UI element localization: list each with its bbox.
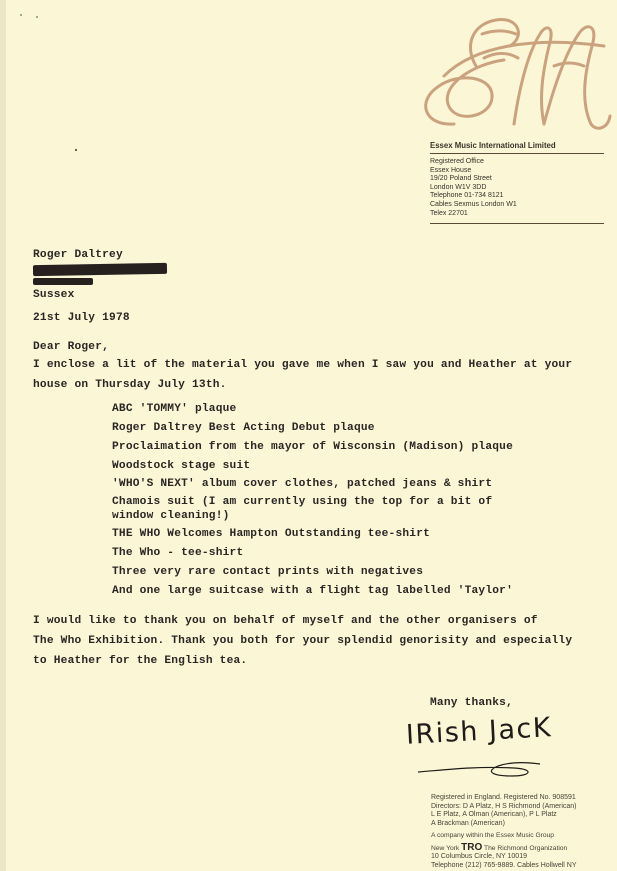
salutation: Dear Roger,: [33, 341, 110, 353]
redacted-address-line-2: [33, 278, 93, 285]
closing-line-2: The Who Exhibition. Thank you both for your splendid genorisity and especially: [33, 635, 573, 647]
list-item: Proclaimation from the mayor of Wisconsin (Madison) plaque: [112, 441, 513, 453]
registration-info: [431, 794, 617, 828]
monogram-text: EM: [414, 6, 416, 7]
address-line: Cables Sexmus London W1: [430, 200, 517, 208]
address-line: 19/20 Poland Street: [430, 175, 492, 183]
tro-logo: TRO: [461, 842, 483, 854]
address-line: Registered Office: [430, 158, 484, 165]
signoff: Many thanks,: [430, 697, 513, 709]
ny-address: [431, 853, 617, 870]
em-monogram-logo: [414, 6, 614, 142]
list-item: Chamois suit (I am currently using the top for a bit of: [112, 496, 493, 508]
letterhead-rule: [430, 153, 604, 154]
letterhead-rule-bottom: [430, 223, 604, 224]
redacted-address-line-1: [33, 263, 167, 276]
list-item: Three very rare contact prints with negatives: [112, 566, 424, 578]
intro-line-2: house on Thursday July 13th.: [33, 379, 227, 391]
signature-flourish: [414, 752, 544, 782]
address-line: Telex 22701: [430, 209, 468, 217]
list-item: The Who - tee-shirt: [112, 547, 244, 559]
ny-prefix: New York: [431, 845, 460, 853]
registration-line: A Brackman (American): [431, 819, 505, 827]
recipient-name: Roger Daltrey: [33, 249, 123, 261]
closing-line-1: I would like to thank you on behalf of myself and the other organisers of: [33, 615, 538, 627]
list-item: 'WHO'S NEXT' album cover clothes, patched jeans & shirt: [112, 478, 493, 490]
list-item: window cleaning!): [112, 510, 230, 522]
ny-suffix: The Richmond Organization: [483, 845, 568, 853]
list-item: ABC 'TOMMY' plaque: [112, 403, 237, 415]
paper-speck: [36, 16, 38, 18]
list-item: And one large suitcase with a flight tag labelled 'Taylor': [112, 585, 513, 597]
ny-address-line: 10 Columbus Circle, NY 10019: [431, 853, 527, 861]
closing-line-3: to Heather for the English tea.: [33, 655, 248, 667]
company-name: Essex Music International Limited: [430, 141, 556, 150]
list-item: Woodstock stage suit: [112, 460, 251, 472]
letter-date: 21st July 1978: [33, 312, 130, 324]
handwritten-signature: IRish JacK: [405, 712, 553, 751]
list-item: Roger Daltrey Best Acting Debut plaque: [112, 422, 375, 434]
registration-line: Directors: D A Platz, H S Richmond (American): [431, 802, 577, 810]
address-line: London W1V 3DD: [430, 183, 487, 191]
group-note: A company within the Essex Music Group: [431, 832, 555, 840]
footer-block: [431, 794, 617, 871]
company-address: [430, 158, 605, 218]
paper-edge: [0, 0, 6, 871]
recipient-county: Sussex: [33, 289, 75, 301]
ny-office-line: [431, 844, 617, 853]
intro-line-1: I enclose a lit of the material you gave me when I saw you and Heather at your: [33, 359, 573, 371]
registration-line: L E Platz, A Olman (American), P L Platz: [431, 811, 557, 819]
paper-speck: [75, 149, 77, 151]
ny-address-line: Telephone (212) 765-9889. Cables Hollwell NY: [431, 861, 577, 869]
address-line: Essex House: [430, 166, 472, 174]
paper-speck: [20, 14, 22, 16]
list-item: THE WHO Welcomes Hampton Outstanding tee-shirt: [112, 528, 431, 540]
address-line: Telephone 01-734 8121: [430, 192, 504, 200]
registration-line: Registered in England. Registered No. 908591: [431, 794, 576, 801]
letterhead-block: [430, 141, 605, 228]
